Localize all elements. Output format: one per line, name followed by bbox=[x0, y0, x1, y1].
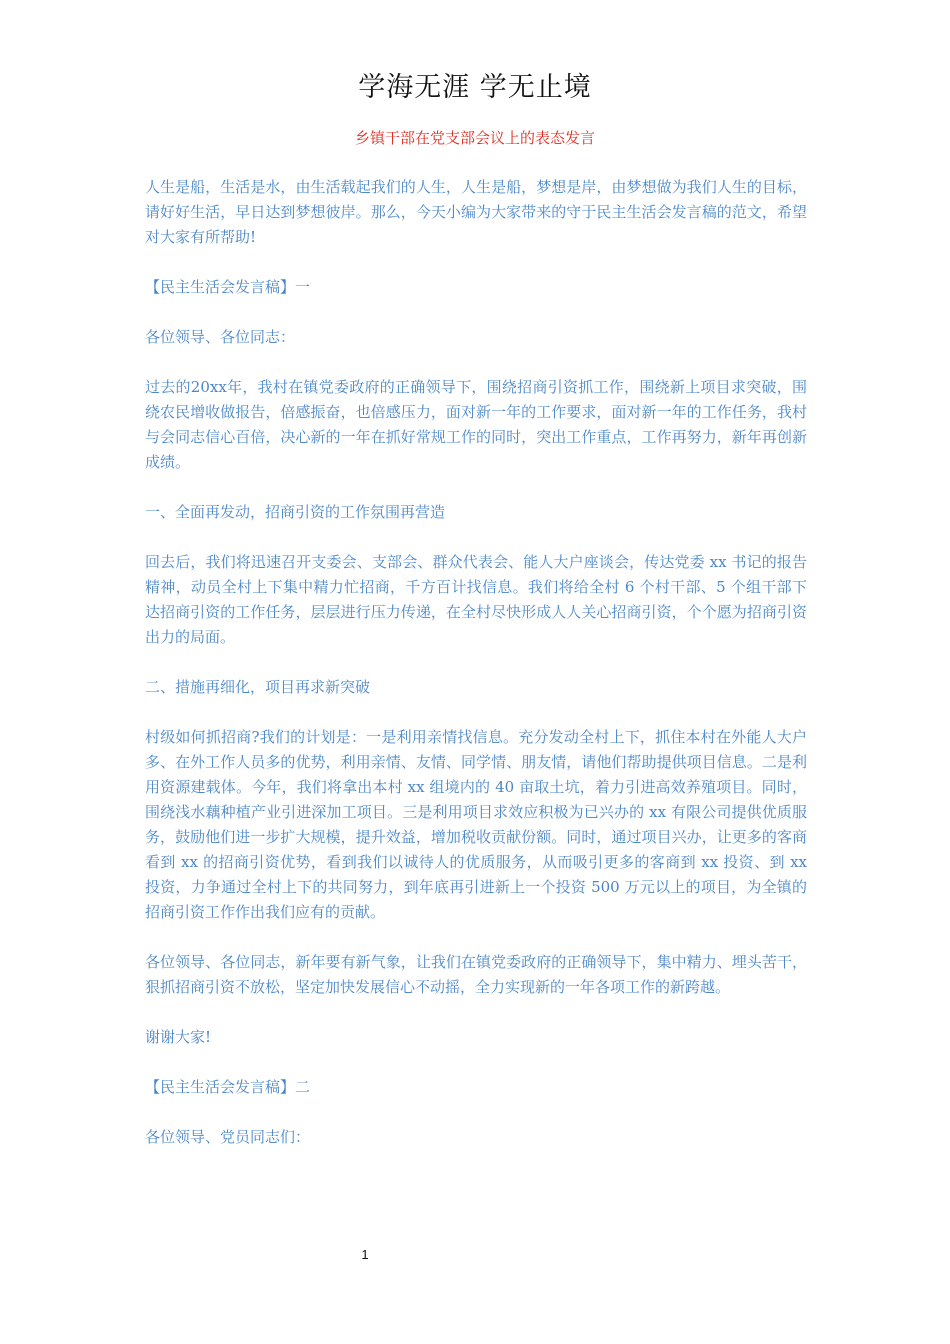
paragraph-mobilize: 回去后，我们将迅速召开支委会、支部会、群众代表会、能人大户座谈会，传达党委 xx 书记的报告精神，动员全村上下集中精力忙招商，千方百计找信息。我们将给全村 6 个村干部、5 个组干部下达招商引资的工作任务，层层进行压力传递，在全村尽快形成人人关心招商引资，个个愿为招商引资出力的局面。 bbox=[145, 553, 807, 646]
section-heading-two: 【民主生活会发言稿】二 bbox=[145, 1078, 311, 1096]
paragraph-closing: 各位领导、各位同志，新年要有新气象，让我们在镇党委政府的正确领导下，集中精力、埋头苦干，狠抓招商引资不放松，坚定加快发展信心不动摇，全力实现新的一年各项工作的新跨越。 bbox=[145, 953, 807, 996]
paragraph-review: 过去的20xx年，我村在镇党委政府的正确领导下，围绕招商引资抓工作，围绕新上项目求突破，围绕农民增收做报告，倍感振奋，也倍感压力，面对新一年的工作要求，面对新一年的工作任务，我村与会同志信心百倍，决心新的一年在抓好常规工作的同时，突出工作重点，工作再努力，新年再创新成绩。 bbox=[145, 378, 807, 471]
salutation-two: 各位领导、党员同志们： bbox=[145, 1128, 311, 1146]
salutation: 各位领导、各位同志： bbox=[145, 328, 296, 346]
section-heading-one: 【民主生活会发言稿】一 bbox=[145, 278, 311, 296]
paragraph-intro: 人生是船，生活是水，由生活载起我们的人生，人生是船，梦想是岸，由梦想做为我们人生的目标，请好好生活，早日达到梦想彼岸。那么，今天小编为大家带来的守于民主生活会发言稿的范文，希望对大家有所帮助! bbox=[145, 178, 807, 246]
page-number: 1 bbox=[361, 1247, 369, 1262]
paragraph-measures: 村级如何抓招商?我们的计划是：一是利用亲情找信息。充分发动全村上下，抓住本村在外能人大户多、在外工作人员多的优势，利用亲情、友情、同学情、朋友情，请他们帮助提供项目信息。二是利用资源建载体。今年，我们将拿出本村 xx 组境内的 40 亩取土坑，着力引进高效养殖项目。同时，围绕浅水藕种植产业引进深加工项目。三是利用项目求效应积极为已兴办的 xx 有限公司提供优质服务，鼓励他们进一步扩大规模，提升效益，增加税收贡献份额。同时，通过项目兴办，让更多的客商看到 xx 的招商引资优势，看到我们以诚待人的优质服务，从而吸引更多的客商到 xx 投资、到 xx 投资，力争通过全村上下的共同努力，到年底再引进新上一个投资 500 万元以上的项目，为全镇的招商引资工作作出我们应有的贡献。 bbox=[145, 728, 807, 921]
point-heading-two: 二、措施再细化，项目再求新突破 bbox=[145, 678, 371, 696]
document-title: 乡镇干部在党支部会议上的表态发言 bbox=[354, 129, 595, 147]
document-body bbox=[145, 175, 807, 1175]
header-motto: 学海无涯 学无止境 bbox=[358, 72, 592, 103]
point-heading-one: 一、全面再发动，招商引资的工作氛围再营造 bbox=[145, 503, 446, 521]
thanks-line: 谢谢大家! bbox=[145, 1028, 212, 1046]
